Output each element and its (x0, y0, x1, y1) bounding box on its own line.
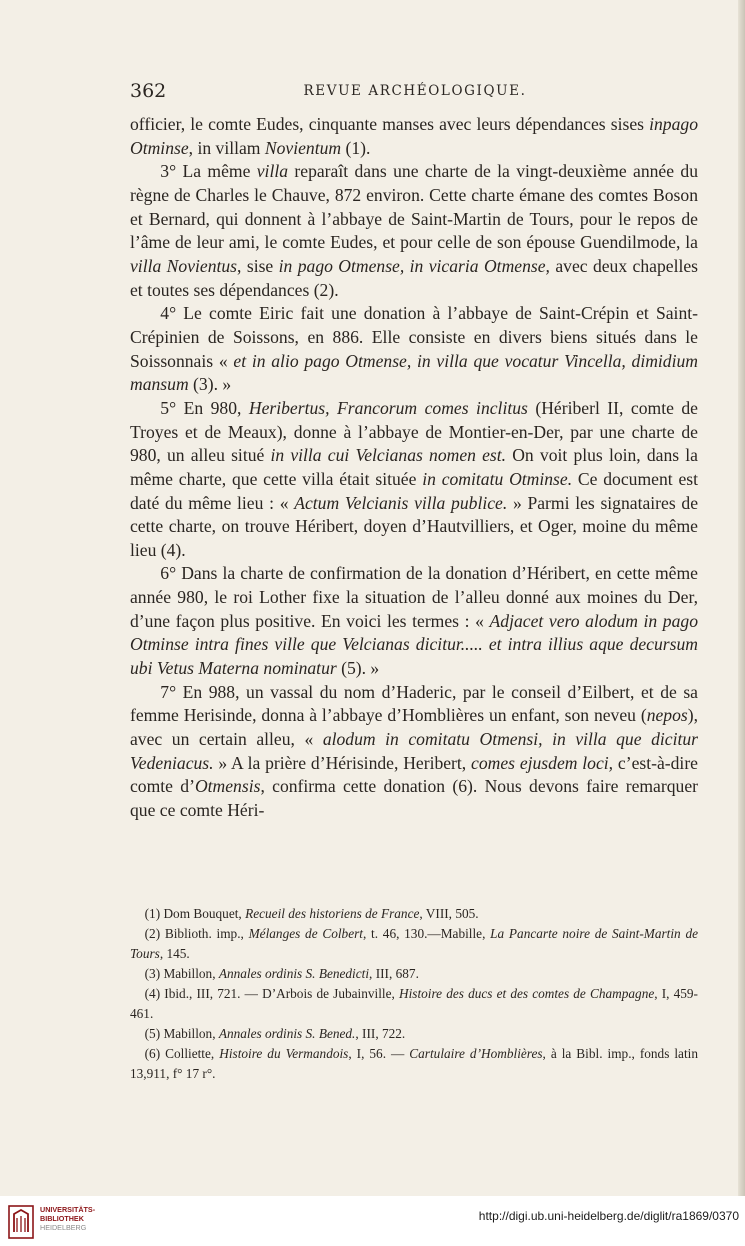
text-run: , III, 687. (369, 966, 419, 981)
library-name-line: HEIDELBERG (40, 1223, 87, 1232)
paragraph (130, 562, 698, 680)
italic-run: Recueil des historiens de France (245, 906, 420, 921)
paragraph (130, 113, 698, 160)
text-run: 6° Dans la charte de confirmation de la donation d’Héribert, en cette même année 980, le roi Lother fixe la situation de l’alleu donné aux moines du Der, d’une façon plus positive. En voici les termes : « (130, 563, 698, 631)
italic-run: Actum Velcianis villa publice. (294, 492, 508, 513)
footnote (130, 964, 698, 984)
text-run: (1). (341, 137, 371, 158)
page-number: 362 (130, 80, 167, 102)
text-run: , III, 722. (355, 1026, 406, 1041)
italic-run: et in alio pago Otmense, in villa que vocatur Vincella, dimidium mansum (130, 350, 698, 395)
paragraph (130, 681, 698, 823)
text-run: avec deux chapelles et toutes ses dépendances (2). (130, 255, 699, 300)
italic-run: Mélanges de Colbert (248, 926, 363, 941)
italic-run: Cartulaire d’Homblières (409, 1046, 543, 1061)
university-library-logo-icon (8, 1205, 34, 1239)
text-run: , sise (237, 255, 279, 276)
running-title: REVUE ARCHÉOLOGIQUE. (303, 83, 527, 99)
text-run: » A la prière d’Hérisinde, Heribert, (213, 752, 472, 773)
italic-run: Otmensis (194, 776, 261, 797)
italic-run: villa (256, 161, 289, 182)
italic-run: in pago Otmense, in vicaria Otmense, (278, 255, 550, 276)
italic-run: Annales ordinis S. Benedicti (218, 966, 370, 981)
text-run: reparaît dans une charte de la vingt-deuxième année du règne de Charles le Chauve, 872 environ. Cette charte émane des comtes Boson et Bernard, qui donnent à l’abbaye de Saint-Martin de Tours, pour le repos de l’âme de leur ami, le comte Eudes, et pour celle de son épouse Guendilmode, la (130, 161, 698, 253)
text-run: , confirma cette donation (6). Nous devons faire remarquer que ce comte Héri- (130, 776, 698, 821)
italic-run: Adjacet vero alodum in pago Otminse intra fines ville que Velcianas dicitur..... et intra illius aque decursum ubi Vetus Materna nominatur (130, 610, 698, 679)
italic-run: nepos (646, 705, 688, 726)
permalink[interactable]: http://digi.ub.uni-heidelberg.de/diglit/ra1869/0370 (478, 1209, 739, 1223)
text-run: officier, le comte Eudes, cinquante manses avec leurs dépendances sises (130, 114, 650, 134)
text-run: Ce document est daté du même lieu : « (130, 468, 698, 513)
text-run: 7° En 988, un vassal du nom d’Haderic, par le conseil d’Eilbert, et de sa femme Herisinde, donna à l’abbaye d’Homblières un enfant, son neveu ( (130, 681, 698, 726)
italic-run: La Pancarte noire de Saint-Martin de Tours (130, 926, 698, 961)
text-run: , in villam (188, 137, 265, 158)
italic-run: Novientum (264, 137, 342, 158)
library-name (40, 1205, 95, 1232)
text-run: , à la Bibl. imp., fonds latin 13,911, f° 17 r°. (130, 1046, 698, 1081)
paragraph (130, 397, 698, 563)
footnote (130, 1044, 698, 1084)
text-run: (1) Dom Bouquet, (144, 906, 246, 921)
text-run: , t. 46, 130.—Mabille, (362, 926, 491, 941)
text-run: c’est-à-dire comte d’ (130, 752, 698, 797)
text-run: , 145. (159, 946, 190, 961)
text-run: (2) Biblioth. imp., (144, 926, 249, 941)
italic-run: villa Novientus (130, 255, 238, 276)
italic-run: comes ejusdem loci, (471, 752, 614, 773)
italic-run: in villa cui Velcianas nomen est. (270, 445, 507, 466)
paragraph (130, 160, 698, 302)
italic-run: Heribertus, Francorum comes inclitus (248, 397, 528, 418)
italic-run: alodum in comitatu Otmensi, in villa que dicitur Vedeniacus. (130, 729, 698, 773)
text-run: 4° Le comte Eiric fait une donation à l’abbaye de Saint-Crépin et Saint-Crépinien de Soissons, en 886. Elle consiste en divers biens situés dans le Soissonnais « (130, 303, 698, 371)
running-head (130, 80, 700, 104)
text-run: » Parmi les signataires de cette charte, on trouve Héribert, doyen d’Hautvilliers, et Oger, moine du même lieu (4). (130, 492, 698, 560)
text-run: 5° En 980, (160, 397, 249, 418)
footnotes (130, 904, 698, 1084)
footnote (130, 924, 698, 964)
library-name-line: UNIVERSITÄTS- (40, 1205, 96, 1214)
italic-run: Histoire du Vermandois (219, 1046, 349, 1061)
text-run: (5) Mabillon, (144, 1026, 219, 1041)
text-run: 3° La même (160, 161, 257, 182)
scan-edge (738, 0, 745, 1196)
italic-run: inpago Otminse (130, 114, 698, 158)
footnote (130, 904, 698, 924)
text-run: (6) Colliette, (144, 1046, 220, 1061)
body-text (130, 113, 698, 823)
italic-run: Histoire des ducs et des comtes de Champagne (398, 986, 655, 1001)
text-run: On voit plus loin, dans la même charte, que cette villa était située (130, 445, 698, 489)
text-run: (3) Mabillon, (144, 966, 219, 981)
text-run: , VIII, 505. (419, 906, 479, 921)
paragraph (130, 302, 698, 397)
text-run: , I, 56. — (348, 1046, 410, 1061)
text-run: , I, 459-461. (130, 986, 698, 1021)
italic-run: in comitatu Otminse. (422, 468, 573, 489)
text-run: (3). » (188, 374, 232, 395)
library-name-line: BIBLIOTHEK (40, 1214, 84, 1223)
text-run: ), avec un certain alleu, « (130, 705, 698, 750)
text-run: (5). » (336, 658, 380, 679)
footnote (130, 1024, 698, 1044)
text-run: (4) Ibid., III, 721. — D’Arbois de Jubainville, (144, 986, 399, 1001)
italic-run: Annales ordinis S. Bened. (218, 1026, 356, 1041)
footnote (130, 984, 698, 1024)
text-run: (Hériberl II, comte de Troyes et de Meaux), donne à l’abbaye de Montier-en-Der, par une charte de 980, un alleu situé (130, 397, 698, 466)
